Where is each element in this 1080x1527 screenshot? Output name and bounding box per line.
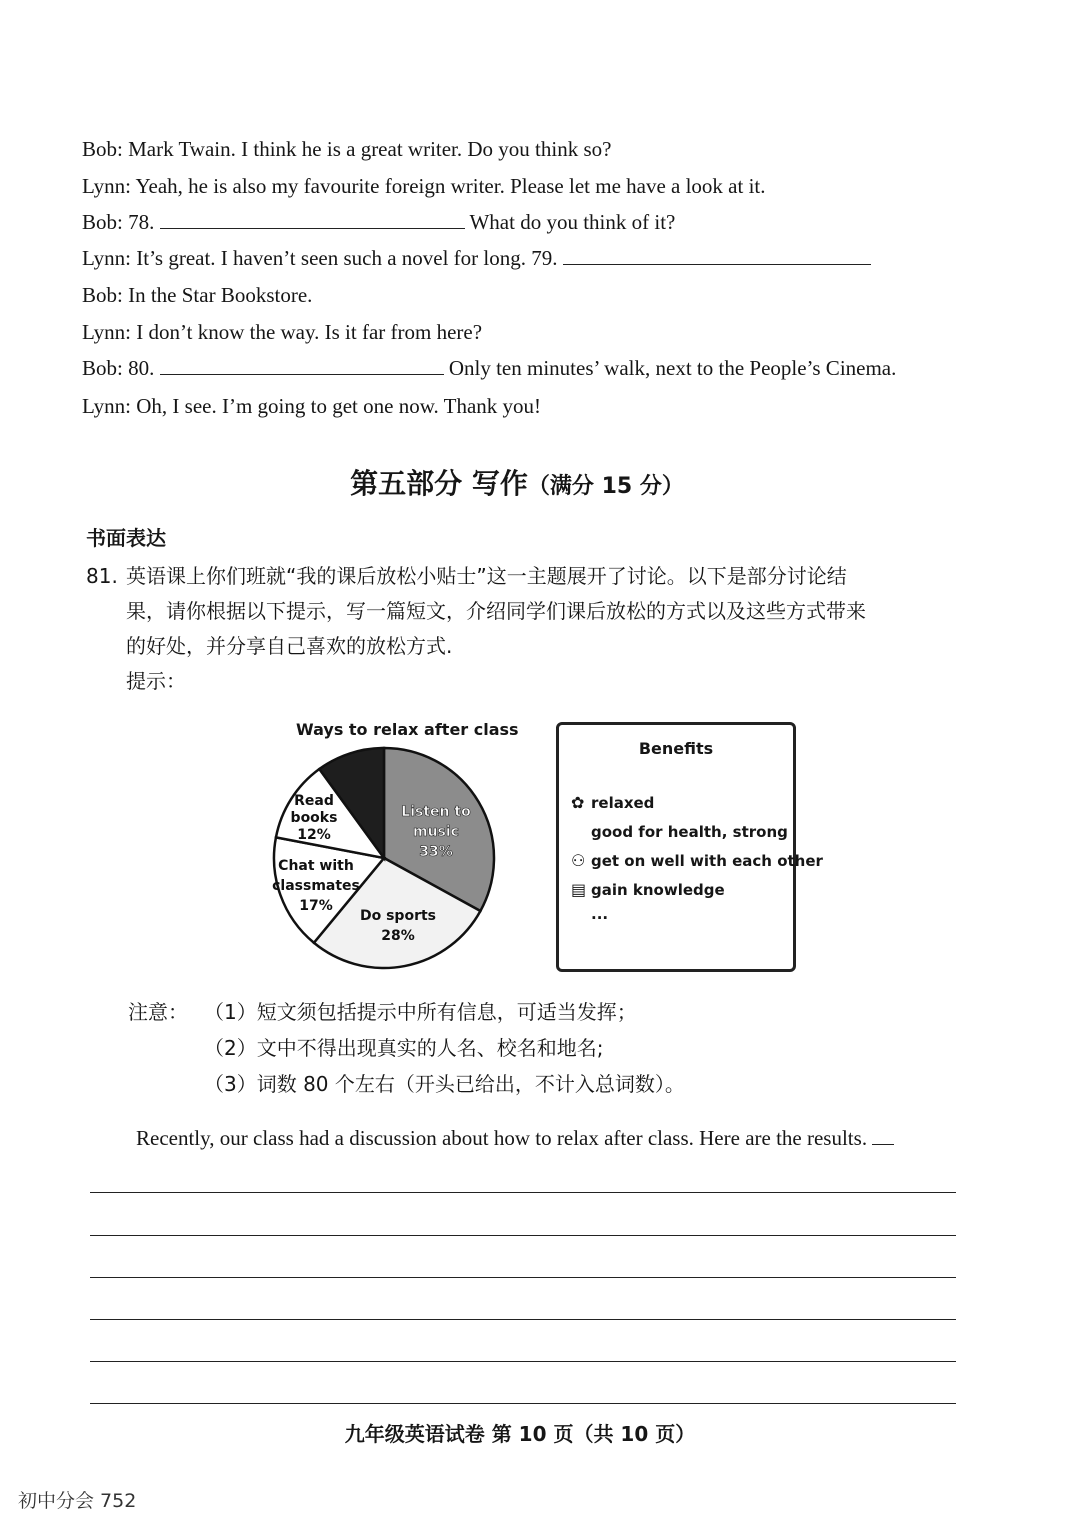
chart-title: Ways to relax after class	[296, 720, 519, 739]
benefit-item: ⚇ get on well with each other	[571, 851, 823, 870]
note-item: （2）文中不得出现真实的人名、校名和地名;	[204, 1036, 604, 1060]
slice-pct-sports: 28%	[381, 928, 415, 944]
answer-blank-80[interactable]	[160, 356, 444, 375]
writing-line[interactable]	[90, 1277, 956, 1278]
benefits-title: Benefits	[638, 739, 714, 758]
benefit-item: ...	[591, 905, 609, 923]
writing-intro: Recently, our class had a discussion about how to relax after class. Here are the results.	[136, 1126, 894, 1151]
dialogue-line: Bob: 78. What do you think of it?	[82, 210, 676, 234]
book-icon: ▤	[571, 880, 587, 899]
hint-label: 提示：	[126, 669, 186, 693]
people-icon: ⚇	[571, 851, 586, 870]
slice-label-chat: Chat with classmates 17%	[272, 858, 360, 914]
slice-pct-books: 12%	[297, 827, 331, 843]
slice-label-sports: Do sports 28%	[359, 908, 437, 944]
section-label: 书面表达	[86, 526, 166, 550]
part-score: （满分 15 分）	[527, 474, 684, 499]
question-number: 81.	[86, 564, 118, 588]
writing-line[interactable]	[90, 1361, 956, 1362]
note-item: （3）词数 80 个左右（开头已给出，不计入总词数）。	[204, 1072, 685, 1096]
writing-line[interactable]	[90, 1403, 956, 1404]
note-item: （1）短文须包括提示中所有信息，可适当发挥；	[204, 1000, 637, 1024]
benefits-box	[556, 722, 823, 972]
writing-line[interactable]	[90, 1192, 956, 1193]
dialogue-line: Lynn: I don’t know the way. Is it far from here?	[82, 320, 483, 344]
notes-label: 注意：	[128, 1000, 188, 1024]
benefit-item: ✿ relaxed	[571, 793, 655, 812]
slice-label-books: Read books 12%	[290, 793, 338, 843]
part-title: 第五部分 写作（满分 15 分）	[350, 467, 684, 500]
dialogue-line: Bob: Mark Twain. I think he is a great writer. Do you think so?	[82, 137, 612, 161]
writing-line[interactable]	[90, 1235, 956, 1236]
benefit-item: ▤ gain knowledge	[571, 880, 725, 899]
dialogue-line: Bob: In the Star Bookstore.	[82, 283, 313, 307]
dialogue-line: Lynn: Yeah, he is also my favourite foreign writer. Please let me have a look at it.	[82, 174, 766, 198]
answer-blank-79[interactable]	[563, 246, 871, 265]
page-footer: 九年级英语试卷 第 10 页（共 10 页）	[344, 1422, 696, 1446]
question-line: 英语课上你们班就“我的课后放松小贴士”这一主题展开了讨论。以下是部分讨论结	[126, 564, 847, 588]
question-line: 的好处，并分享自己喜欢的放松方式.	[126, 634, 453, 658]
slice-label-music: Listen to music 33%	[401, 804, 471, 860]
slice-pct-music: 33%	[419, 844, 453, 860]
writing-line[interactable]	[90, 1319, 956, 1320]
answer-blank-78[interactable]	[160, 210, 465, 229]
dialogue-line: Lynn: It’s great. I haven’t seen such a novel for long. 79.	[82, 245, 871, 271]
slice-pct-chat: 17%	[299, 898, 333, 914]
pie-chart	[266, 742, 506, 978]
gear-icon: ✿	[571, 793, 585, 812]
dialogue-line: Bob: 80. Only ten minutes’ walk, next to the People’s Cinema.	[82, 356, 897, 380]
question-line: 果，请你根据以下提示，写一篇短文，介绍同学们课后放松的方式以及这些方式带来	[126, 599, 866, 623]
benefit-item: good for health, strong	[591, 823, 788, 841]
corner-mark: 初中分会 752	[18, 1490, 137, 1512]
dialogue-line: Lynn: Oh, I see. I’m going to get one now. Thank you!	[82, 394, 542, 418]
